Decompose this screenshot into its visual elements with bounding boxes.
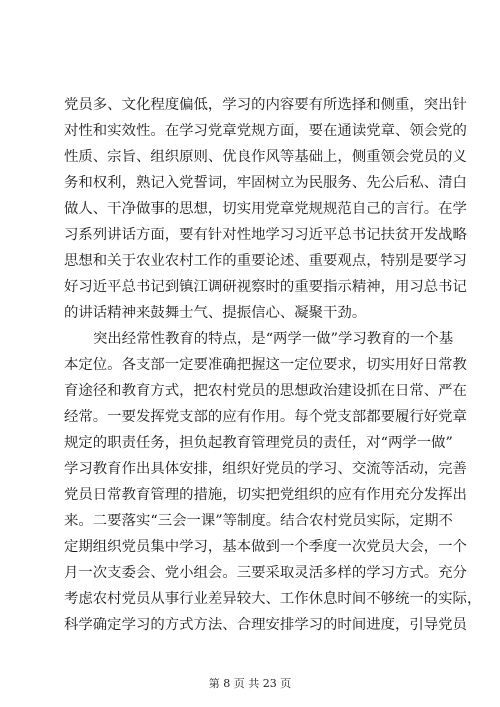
text-line: 定期组织党员集中学习，基本做到一个季度一次党员大会，一个 — [64, 539, 467, 555]
text-line: 学习教育作出具体安排，组织好党员的学习、交流等活动，完善 — [64, 461, 467, 477]
paragraph-2 — [64, 326, 482, 638]
text-line: 习系列讲话方面，要有针对性地学习习近平总书记扶贫开发战略 — [64, 227, 467, 243]
text-line: 务和权利，熟记入党誓词，牢固树立为民服务、先公后私、清白 — [64, 175, 467, 191]
page-footer — [0, 675, 500, 691]
text-line: 规定的职责任务，担负起教育管理党员的责任，对“两学一做” — [64, 435, 453, 451]
text-line: 党员多、文化程度偏低，学习的内容要有所选择和侧重，突出针 — [64, 97, 467, 113]
text-line: 思想和关于农业农村工作的重要论述、重要观点，特别是要学习 — [64, 253, 467, 269]
text-line: 做人、干净做事的思想，切实用党章党规规范自己的言行。在学 — [64, 201, 467, 217]
text-line: 对性和实效性。在学习党章党规方面，要在通读党章、领会党的 — [64, 123, 467, 139]
text-line: 党员日常教育管理的措施，切实把党组织的应有作用充分发挥出 — [64, 487, 467, 503]
text-line: 的讲话精神来鼓舞士气、提振信心、凝聚干劲。 — [64, 305, 367, 321]
page-number: 第 8 页 共 23 页 — [208, 677, 292, 690]
text-line: 月一次支委会、党小组会。三要采取灵活多样的学习方式。充分 — [64, 565, 467, 581]
text-line: 好习近平总书记到镇江调研视察时的重要指示精神，用习总书记 — [64, 279, 467, 295]
paragraph-1 — [64, 92, 467, 326]
text-line: 科学确定学习的方式方法、合理安排学习的时间进度，引导党员 — [64, 617, 467, 633]
text-line: 育途径和教育方式，把农村党员的思想政治建设抓在日常、严在 — [64, 383, 467, 399]
text-line: 性质、宗旨、组织原则、优良作风等基础上，侧重领会党员的义 — [64, 149, 467, 165]
text-line: 来。二要落实“三会一课”等制度。结合农村党员实际，定期不 — [64, 513, 453, 529]
text-line: 经常。一要发挥党支部的应有作用。每个党支部都要履行好党章 — [64, 409, 467, 425]
document-body — [64, 92, 482, 638]
text-line: 突出经常性教育的特点，是“两学一做”学习教育的一个基 — [93, 331, 454, 347]
text-line: 本定位。各支部一定要准确把握这一定位要求，切实用好日常教 — [64, 357, 467, 373]
text-line: 考虑农村党员从事行业差异较大、工作休息时间不够统一的实际， — [64, 591, 482, 607]
